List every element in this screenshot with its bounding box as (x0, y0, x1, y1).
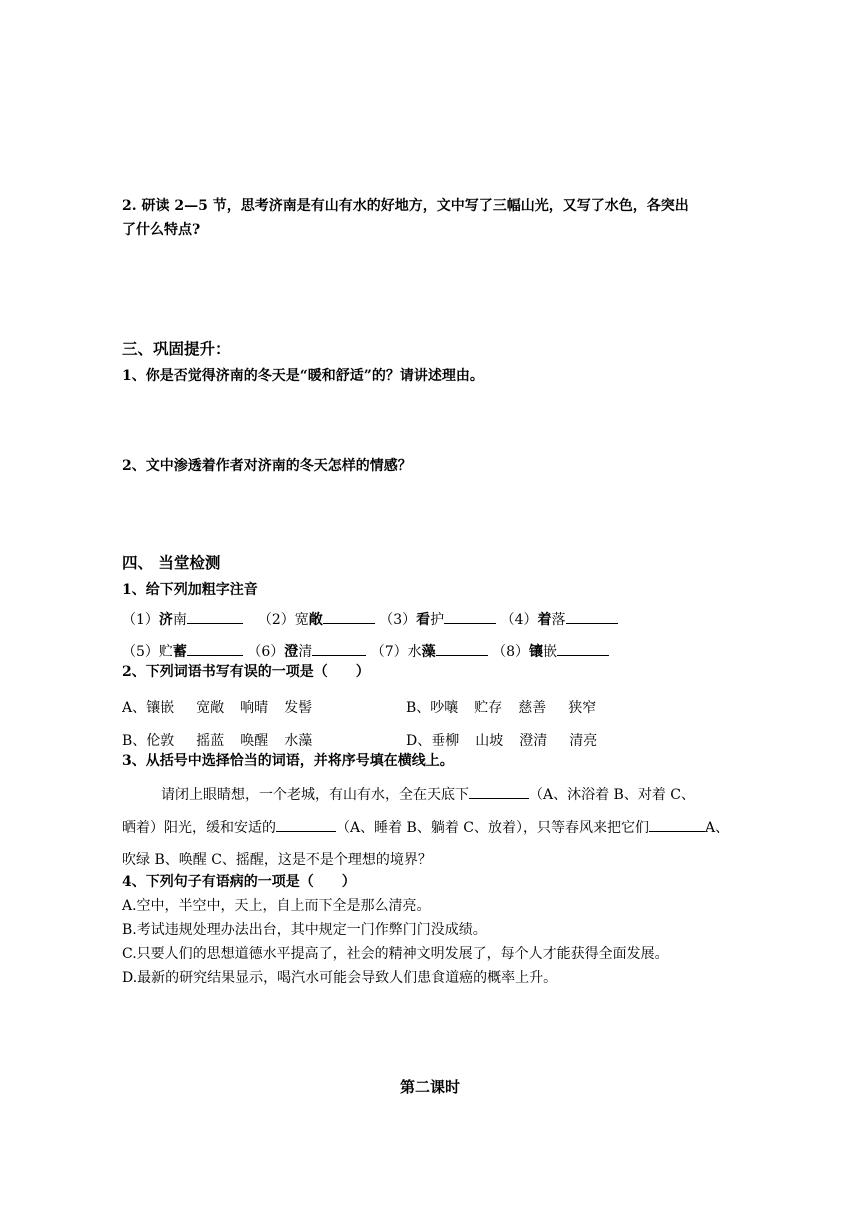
option-a: A、镶嵌 宽敞 响晴 发髻 (122, 700, 313, 716)
fill-question-stem: 3、从括号中选择恰当的词语，并将序号填在横线上。 (122, 753, 454, 769)
pinyin-item-5: （5）贮蓄 (122, 644, 243, 660)
answer-blank[interactable] (312, 641, 366, 656)
option-c: B、伦敦 摇蓝 唤醒 水藻 (122, 733, 313, 749)
answer-blank[interactable] (276, 817, 336, 832)
grammar-question-stem: 4、下列句子有语病的一项是（ ） (122, 874, 356, 890)
grammar-option-c: C.只要人们的思想道德水平提高了，社会的精神文明发展了，每个人才能获得全面发展。 (122, 946, 669, 962)
grammar-option-b: B.考试违规处理办法出台，其中规定一门作弊门门没成绩。 (122, 922, 487, 938)
section3-question1: 1、你是否觉得济南的冬天是“暖和舒适”的？请讲述理由。 (122, 368, 484, 384)
answer-blank[interactable] (649, 817, 705, 832)
pinyin-row-1 (122, 609, 618, 630)
answer-blank[interactable] (566, 609, 618, 624)
answer-blank[interactable] (187, 641, 243, 656)
pinyin-item-4: （4）着落 (501, 612, 618, 628)
pinyin-item-1: （1）济南 (122, 612, 243, 628)
answer-blank[interactable] (323, 609, 375, 624)
answer-blank[interactable] (444, 609, 496, 624)
pinyin-item-8: （8）镶嵌 (492, 644, 609, 660)
answer-blank[interactable] (187, 609, 243, 624)
spelling-question-stem: 2、下列词语书写有误的一项是（ ） (122, 664, 370, 680)
answer-blank[interactable] (469, 784, 529, 799)
pinyin-item-7: （7）水藻 (371, 644, 488, 660)
section3-heading: 三、巩固提升： (122, 339, 231, 358)
pinyin-question-stem: 1、给下列加粗字注音 (122, 582, 258, 598)
pinyin-item-6: （6）澄清 (247, 644, 366, 660)
pinyin-item-2: （2）宽敞 (258, 612, 375, 628)
study-question-line2: 了什么特点? (122, 222, 201, 238)
pinyin-item-3: （3）看护 (379, 612, 496, 628)
option-d: D、垂柳 山坡 澄清 清亮 (406, 733, 598, 749)
answer-blank[interactable] (557, 641, 609, 656)
pinyin-row-2 (122, 641, 609, 662)
fill-line-1: 请闭上眼睛想，一个老城，有山有水，全在天底下 （A、沐浴着 B、对着 C、 (161, 784, 695, 805)
section3-question2: 2、文中渗透着作者对济南的冬天怎样的情感？ (122, 458, 412, 474)
grammar-option-a: A.空中，半空中，天上，自上而下全是那么清亮。 (122, 898, 431, 914)
option-b: B、吵嚷 贮存 慈善 狭窄 (406, 700, 597, 716)
fill-line-2: 晒着）阳光，缓和安适的 （A、睡着 B、躺着 C、放着），只等春风来把它们 A、 (122, 817, 729, 838)
study-question-line1: 2. 研读 2—5 节，思考济南是有山有水的好地方，文中写了三幅山光，又写了水色，各突出 (122, 198, 689, 214)
section4-heading: 四、 当堂检测 (122, 553, 221, 572)
answer-blank[interactable] (436, 641, 488, 656)
grammar-option-d: D.最新的研究结果显示，喝汽水可能会导致人们患食道癌的概率上升。 (122, 970, 558, 986)
fill-line-3: 吹绿 B、唤醒 C、摇醒，这是不是个理想的境界？ (122, 852, 432, 868)
lesson-2-title: 第二课时 (399, 1078, 460, 1096)
